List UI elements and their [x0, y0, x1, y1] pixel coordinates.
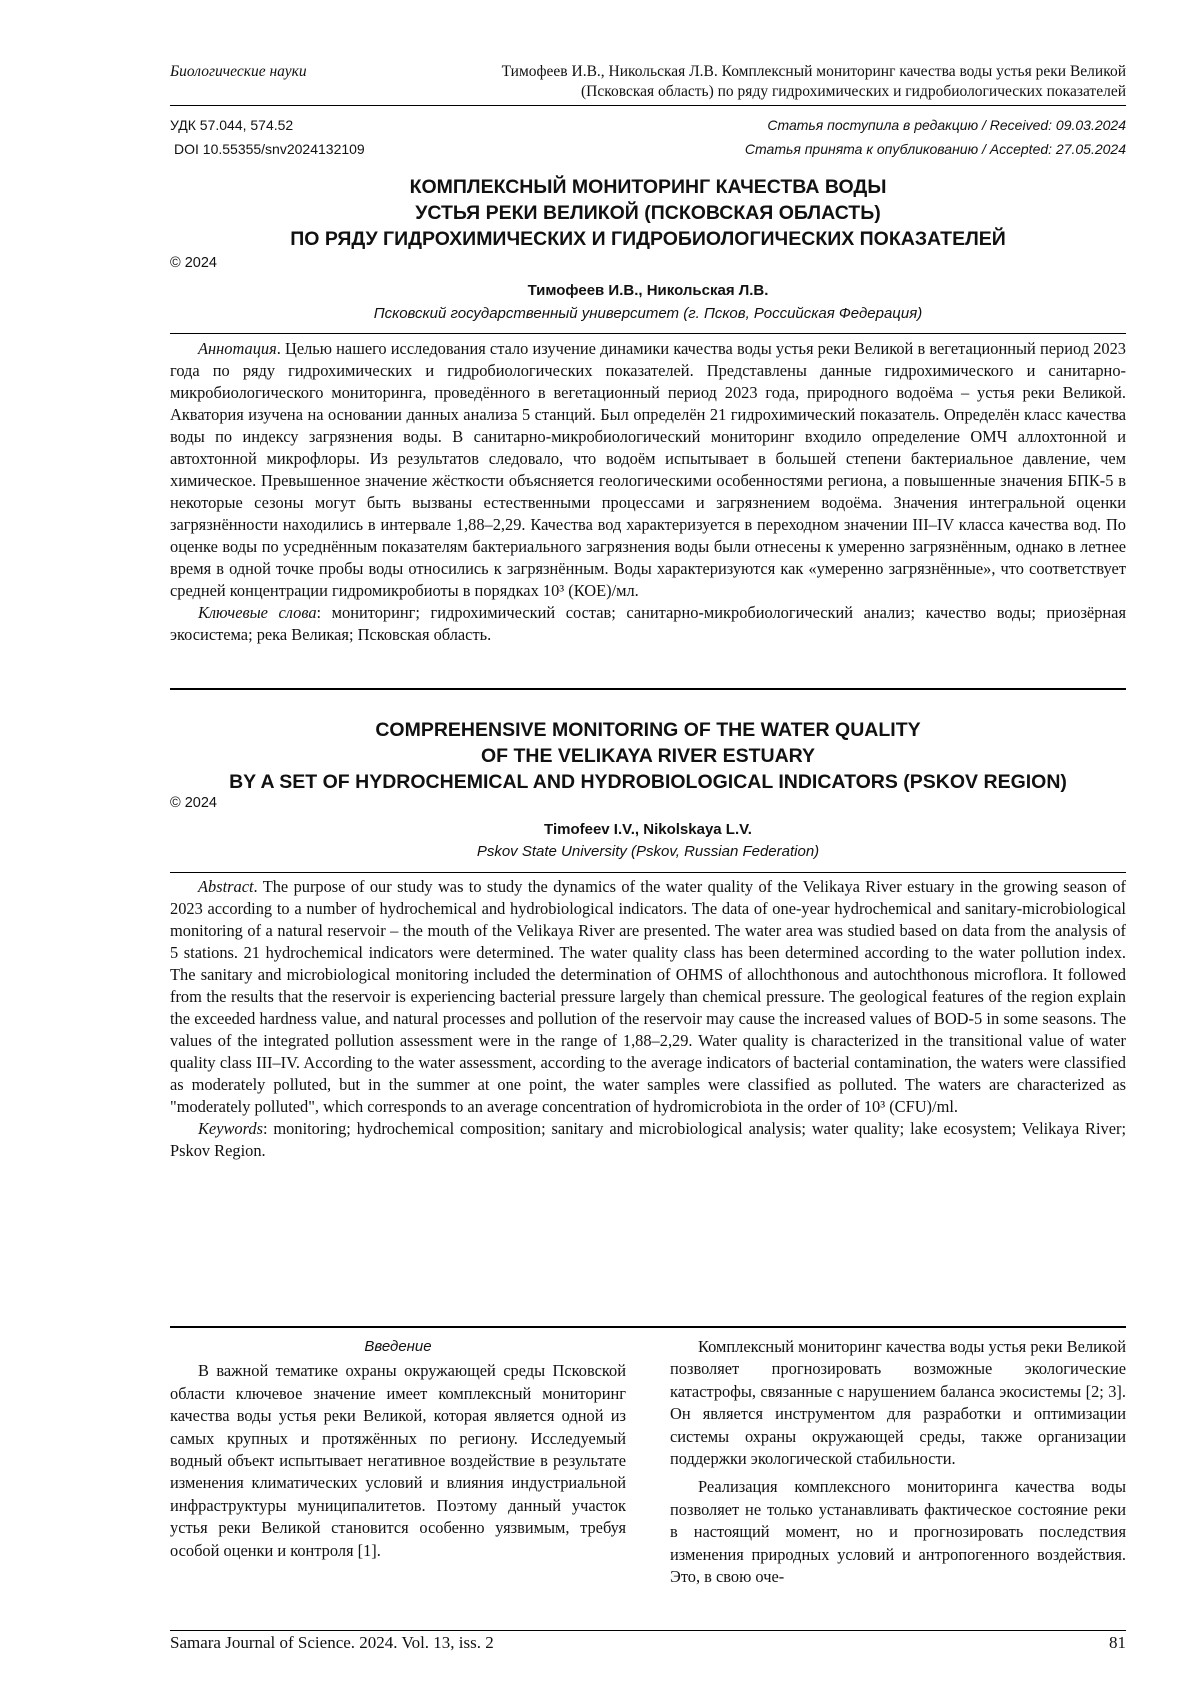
intro-paragraph-2: Комплексный мониторинг качества воды устья реки Великой позволяет прогнозировать возможные экологические катастрофы, связанные с нарушением баланса экосистемы [2; 3]. Он является инструментом для разработки и оптимизации системы охраны окружающей среды, также организации поддержки экологической стабильности.: [670, 1337, 1126, 1469]
accepted-date: Статья принята к опубликованию / Accepted: 27.05.2024: [744, 141, 1126, 157]
en-abstract-paragraph: [170, 876, 1126, 1118]
footer-rule: [170, 1630, 1126, 1631]
en-keywords-paragraph: [170, 1118, 1126, 1162]
ru-title-line3: ПО РЯДУ ГИДРОХИМИЧЕСКИХ И ГИДРОБИОЛОГИЧЕСКИХ ПОКАЗАТЕЛЕЙ: [290, 228, 1006, 250]
ru-abstract: [170, 338, 1126, 646]
ru-title: [170, 174, 1126, 252]
en-abstract-label: Abstract: [198, 877, 254, 896]
ru-title-line2: УСТЬЯ РЕКИ ВЕЛИКОЙ (ПСКОВСКАЯ ОБЛАСТЬ): [415, 202, 881, 224]
header-citation: [366, 62, 1126, 102]
en-abstract-bottom-rule: [170, 1326, 1126, 1328]
header-citation-line2: (Псковская область) по ряду гидрохимических и гидробиологических показателей: [581, 83, 1126, 100]
section-heading-introduction: Введение: [364, 1338, 432, 1355]
en-title-line3: BY A SET OF HYDROCHEMICAL AND HYDROBIOLOGICAL INDICATORS (PSKOV REGION): [229, 771, 1067, 793]
en-keywords-label: Keywords: [198, 1119, 263, 1138]
header-rule: [170, 105, 1126, 106]
udc-code: УДК 57.044, 574.52: [170, 117, 294, 133]
body-left-column: [170, 1336, 626, 1562]
ru-keywords-text: : мониторинг; гидрохимический состав; санитарно-микробиологический анализ; качество воды; приозёрная экосистема; река Великая; Псковская область.: [170, 603, 1126, 644]
ru-abstract-top-rule: [170, 333, 1126, 334]
en-abstract-text: . The purpose of our study was to study the dynamics of the water quality of the Velikaya River estuary in the growing season of 2023 according to a number of hydrochemical and hydrobiological indicators. The data of one-year hydrochemical and sanitary-microbiological monitoring of a natural reservoir – the mouth of the Velikaya River are presented. The water area was studied based on data from the analysis of 5 stations. 21 hydrochemical indicators were determined. The water quality class has been determined according to the water pollution index. The sanitary and microbiological monitoring included the determination of OHMS of allochthonous and autochthonous microflora. It followed from the results that the reservoir is experiencing bacterial pressure largely than chemical pressure. The geological features of the region explain the exceeded hardness value, and natural processes and pollution of the reservoir may cause the increased values of BOD-5 in some seasons. The values of the integrated pollution assessment were in the range of 1,88–2,29. Water quality is characterized in the transitional value of water quality class III–IV. According to the water assessment, according to the average indicators of bacterial contamination, the waters were classified as moderately polluted, but in the summer at one point, the water samples were classified as polluted. The waters are characterized as "moderately polluted", which corresponds to an average concentration of hydromicrobiota in the order of 10³ (CFU)/ml.: [170, 877, 1126, 1116]
doi: DOI 10.55355/snv2024132109: [174, 141, 365, 157]
intro-paragraph-1: В важной тематике охраны окружающей среды Псковской области ключевое значение имеет комплексный мониторинг качества воды устья реки Великой, которая является одной из самых крупных и протяжённых по региону. Исследуемый водный объект испытывает негативное воздействие в результате изменения климатических условий и влияния индустриальной инфраструктуры муниципалитетов. Поэтому данный участок устья реки Великой становится особенно уязвимым, требуя особой оценки и контроля [1].: [170, 1361, 626, 1560]
en-title-line2: OF THE VELIKAYA RIVER ESTUARY: [480, 745, 816, 767]
footer-journal: Samara Journal of Science. 2024. Vol. 13, iss. 2: [170, 1633, 494, 1652]
header-section: Биологические науки: [170, 63, 307, 80]
ru-abstract-paragraph: [170, 338, 1126, 602]
paper-page: [170, 0, 1126, 1697]
ru-copyright: © 2024: [170, 255, 217, 271]
ru-keywords-paragraph: [170, 602, 1126, 646]
ru-abstract-bottom-rule: [170, 688, 1126, 690]
received-date: Статья поступила в редакцию / Received: 09.03.2024: [767, 117, 1126, 133]
header-citation-line1: Тимофеев И.В., Никольская Л.В. Комплексный мониторинг качества воды устья реки Великой: [501, 63, 1126, 80]
ru-abstract-text: . Целью нашего исследования стало изучение динамики качества воды устья реки Великой в вегетационный период 2023 года по ряду гидрохимических и гидробиологических показателей. Представлены данные гидрохимического и санитарно-микробиологического мониторинга, проведённого в вегетационный период 2023 года, природного водоёма – устья реки Великой. Акватория изучена на основании данных анализа 5 станций. Был определён 21 гидрохимический показатель. Определён класс качества воды по индексу загрязнения воды. В санитарно-микробиологический мониторинг входило определение ОМЧ аллохтонной и автохтонной микрофлоры. Из результатов следовало, что водоём испытывает в большей степени бактериальное давление, чем химическое. Превышенное значение жёсткости объясняется геологическими особенностями региона, а повышенные значения БПК-5 в некоторые сезоны могут быть вызваны естественными процессами и загрязнением водоёма. Значения интегральной оценки загрязнённости находились в интервале 1,88–2,29. Качества вод характеризуется в переходном значении III–IV класса качества вод. По оценке воды по усреднённым показателям бактериального загрязнения воды были отнесены к умеренно загрязнённым, однако в летнее время в одной точке пробы воды относились к загрязнённым. Воды характеризуются как «умеренно загрязнённые», что соответствует средней концентрации гидромикробиоты в порядках 10³ (КОЕ)/мл.: [170, 339, 1126, 600]
en-affiliation: Pskov State University (Pskov, Russian Federation): [476, 843, 820, 860]
ru-authors: Тимофеев И.В., Никольская Л.В.: [527, 282, 769, 299]
en-title: [170, 717, 1126, 795]
en-copyright: © 2024: [170, 795, 217, 811]
ru-abstract-label: Аннотация: [198, 339, 277, 358]
en-keywords-text: : monitoring; hydrochemical composition; sanitary and microbiological analysis; water quality; lake ecosystem; Velikaya River; Pskov Region.: [170, 1119, 1126, 1160]
en-authors: Timofeev I.V., Nikolskaya L.V.: [544, 821, 752, 838]
body-right-column: [670, 1336, 1126, 1588]
ru-title-line1: КОМПЛЕКСНЫЙ МОНИТОРИНГ КАЧЕСТВА ВОДЫ: [409, 176, 887, 198]
ru-keywords-label: Ключевые слова: [198, 603, 317, 622]
page-number: 81: [1109, 1633, 1126, 1652]
en-abstract: [170, 876, 1126, 1162]
en-title-line1: COMPREHENSIVE MONITORING OF THE WATER QUALITY: [375, 719, 921, 741]
ru-affiliation: Псковский государственный университет (г. Псков, Российская Федерация): [373, 305, 923, 322]
en-abstract-top-rule: [170, 872, 1126, 873]
intro-paragraph-3: Реализация комплексного мониторинга качества воды позволяет не только устанавливать фактическое состояние реки в настоящий момент, но и прогнозировать последствия изменения природных условий и антропогенного воздействия. Это, в свою оче-: [670, 1477, 1126, 1587]
